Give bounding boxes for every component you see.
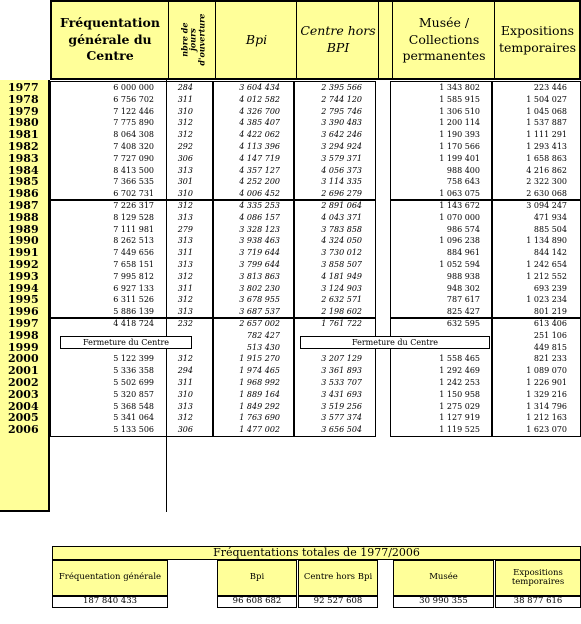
cell-musee: 988 938 [446,271,480,281]
cell-centre: 2 744 120 [321,94,362,104]
cell-musee: 1 119 525 [439,425,480,435]
cell-centre: 4 043 371 [321,212,362,222]
cell-bpi: 1 968 992 [239,378,280,387]
cell-musee: 1 190 393 [439,130,480,140]
cell-musee: 1 306 510 [439,106,480,116]
cell-bpi: 4 252 200 [239,177,280,187]
cell-freq: 8 262 513 [113,236,154,246]
cell-expo: 1 226 901 [526,378,567,387]
cell-bpi: 3 604 434 [239,83,280,92]
cell-musee: 1 558 465 [439,354,480,364]
cell-freq: 8 129 528 [113,212,154,222]
cell-musee: 1 127 919 [439,413,480,423]
cell-centre: 3 431 693 [321,389,362,399]
cell-expo: 1 293 413 [526,142,567,151]
cell-freq: 7 408 320 [113,142,154,151]
cell-musee: 787 617 [446,295,480,305]
cell-bpi: 4 357 127 [239,165,280,175]
cell-jours: 311 [177,378,193,387]
cell-jours: 312 [177,271,193,281]
cell-freq: 5 133 506 [113,425,154,435]
cell-expo: 1 212 163 [526,413,567,423]
cell-jours: 306 [177,425,193,435]
year-label: 2006 [8,423,39,437]
cell-centre: 3 390 483 [321,118,362,128]
cell-bpi: 3 719 644 [239,248,280,258]
cell-freq: 7 995 812 [113,271,154,281]
year-label: 1994 [8,281,39,295]
cell-jours: 279 [177,224,193,234]
cell-centre: 3 858 507 [321,260,362,269]
cell-bpi: 3 813 863 [239,271,280,281]
cell-centre: 3 114 335 [321,177,362,187]
cell-centre: 4 181 949 [321,271,362,281]
cell-jours: 313 [177,165,193,175]
cell-expo: 885 504 [533,224,567,234]
column-divider [166,80,167,512]
cell-bpi: 1 477 002 [239,425,280,435]
cell-centre: 3 361 893 [321,366,362,376]
cell-centre: 1 761 722 [321,319,362,328]
summary-freq-label: Fréquentation générale [52,560,168,596]
year-label: 1977 [8,81,39,94]
summary-title: Fréquentations totales de 1977/2006 [52,546,581,560]
table-body [50,80,581,512]
summary-expo-value: 38 877 616 [495,596,581,608]
cell-centre: 3 577 374 [321,413,362,423]
year-label: 1988 [8,210,39,224]
year-label: 2004 [8,399,39,413]
cell-expo: 1 623 070 [526,425,567,435]
year-label: 2000 [8,352,39,366]
cell-bpi: 4 086 157 [239,212,280,222]
cell-bpi: 3 802 230 [239,283,280,293]
cell-jours: 313 [177,212,193,222]
cell-expo: 1 134 890 [526,236,567,246]
year-label: 1989 [8,222,39,236]
cell-freq: 5 336 358 [113,366,154,376]
header-expositions: Expositions temporaires [498,23,576,55]
year-label: 1979 [8,104,39,118]
summary-expo-label: Expositions temporaires [495,560,581,596]
cell-musee: 1 199 401 [439,153,480,163]
cell-expo: 1 045 068 [526,106,567,116]
cell-musee: 825 427 [446,307,480,317]
cell-expo: 251 106 [533,330,567,340]
year-label: 1986 [8,187,39,201]
cell-jours: 312 [177,201,193,210]
cell-expo: 1 212 552 [526,271,567,281]
cell-centre: 3 519 256 [321,401,362,411]
cell-freq: 5 886 139 [113,307,154,317]
cell-expo: 449 815 [533,342,567,352]
cell-expo: 3 094 247 [526,201,567,210]
cell-bpi: 4 385 407 [239,118,280,128]
cell-freq: 6 000 000 [113,83,154,92]
cell-freq: 5 341 064 [113,413,154,423]
cell-jours: 311 [177,248,193,258]
cell-expo: 693 239 [533,283,567,293]
header-musee: Musée / Collections permanentes [402,14,486,64]
cell-musee: 1 292 469 [439,366,480,376]
cell-expo: 821 233 [533,354,567,364]
year-label: 1991 [8,246,39,260]
header-bpi: Bpi [245,31,268,47]
cell-bpi: 4 326 700 [239,106,280,116]
summary-freq-value: 187 840 433 [52,596,168,608]
year-label: 1992 [8,258,39,271]
cell-musee: 988 400 [446,165,480,175]
cell-bpi: 4 012 582 [239,94,280,104]
cell-freq: 5 122 399 [113,354,154,364]
cell-freq: 7 226 317 [113,201,154,210]
cell-jours: 312 [177,413,193,423]
cell-expo: 1 242 654 [526,260,567,269]
cell-centre: 3 656 504 [321,425,362,435]
cell-jours: 294 [177,366,193,376]
summary-musee-value: 30 990 355 [393,596,494,608]
cell-expo: 2 322 300 [526,177,567,187]
year-label: 1990 [8,234,39,248]
table-header [50,0,581,80]
year-label: 1995 [8,293,39,307]
cell-bpi: 4 422 062 [239,130,280,140]
cell-bpi: 3 687 537 [239,307,280,317]
year-label: 1999 [8,340,39,354]
cell-freq: 7 775 890 [113,118,154,128]
cell-expo: 1 504 027 [526,94,567,104]
year-label: 1987 [8,199,39,212]
cell-centre: 3 533 707 [321,378,362,387]
cell-bpi: 4 335 253 [239,201,280,210]
year-label: 1985 [8,175,39,189]
cell-jours: 310 [177,106,193,116]
cell-freq: 7 366 535 [113,177,154,187]
cell-freq: 7 658 151 [113,260,154,269]
cell-musee: 1 170 566 [439,142,480,151]
cell-bpi: 4 006 452 [239,189,280,199]
year-label: 1996 [8,305,39,319]
cell-expo: 801 219 [533,307,567,317]
cell-centre: 3 730 012 [321,248,362,258]
cell-freq: 5 502 699 [113,378,154,387]
cell-centre: 2 696 279 [321,189,362,199]
cell-musee: 632 595 [446,319,480,328]
cell-freq: 7 727 090 [113,153,154,163]
year-label: 1980 [8,116,39,130]
cell-bpi: 782 427 [246,330,280,340]
summary-bpi-label: Bpi [217,560,297,596]
cell-centre: 3 207 129 [321,354,362,364]
cell-musee: 884 961 [446,248,480,258]
cell-musee: 1 242 253 [439,378,480,387]
cell-musee: 948 302 [446,283,480,293]
summary-centre-label: Centre hors Bpi [298,560,378,596]
cell-freq: 5 320 857 [113,389,154,399]
cell-jours: 313 [177,236,193,246]
cell-musee: 1 063 075 [439,189,480,199]
cell-jours: 301 [177,177,193,187]
cell-jours: 312 [177,295,193,305]
year-label: 1978 [8,92,39,106]
cell-jours: 313 [177,307,193,317]
cell-centre: 3 579 371 [321,153,362,163]
cell-jours: 306 [177,153,193,163]
year-label: 2003 [8,387,39,401]
cell-bpi: 1 889 164 [239,389,280,399]
cell-expo: 4 216 862 [526,165,567,175]
cell-bpi: 3 938 463 [239,236,280,246]
cell-bpi: 4 113 396 [239,142,280,151]
cell-expo: 844 142 [533,248,567,258]
closure-label-right: Fermeture du Centre [300,336,490,349]
year-label: 1983 [8,151,39,165]
cell-bpi: 513 430 [246,342,280,352]
cell-bpi: 1 974 465 [239,366,280,376]
cell-musee: 1 052 594 [439,260,480,269]
cell-centre: 2 395 566 [321,83,362,92]
year-label: 1993 [8,269,39,283]
cell-expo: 613 406 [533,319,567,328]
cell-jours: 312 [177,118,193,128]
cell-jours: 311 [177,283,193,293]
cell-jours: 310 [177,389,193,399]
cell-centre: 3 642 246 [321,130,362,140]
cell-bpi: 1 849 292 [239,401,280,411]
cell-musee: 1 200 114 [439,118,480,128]
cell-expo: 1 329 216 [526,389,567,399]
cell-freq: 4 418 724 [113,319,154,328]
cell-expo: 1 537 887 [526,118,567,128]
cell-freq: 6 756 702 [113,94,154,104]
cell-centre: 2 891 064 [321,201,362,210]
cell-expo: 1 314 796 [526,401,567,411]
cell-freq: 8 413 500 [113,165,154,175]
cell-expo: 471 934 [533,212,567,222]
cell-expo: 1 023 234 [526,295,567,305]
header-centre-hors-bpi: Centre hors BPI [300,23,376,55]
year-label: 1998 [8,328,39,342]
cell-freq: 5 368 548 [113,401,154,411]
cell-musee: 758 643 [446,177,480,187]
cell-freq: 6 927 133 [113,283,154,293]
closure-label-left: Fermeture du Centre [60,336,192,349]
cell-expo: 1 089 070 [526,366,567,376]
cell-jours: 284 [177,83,193,92]
cell-expo: 2 630 068 [526,189,567,199]
cell-jours: 312 [177,354,193,364]
year-label: 1997 [8,317,39,330]
cell-bpi: 3 799 644 [239,260,280,269]
cell-musee: 1 275 029 [439,401,480,411]
cell-jours: 312 [177,130,193,140]
header-frequentation: Fréquentation générale du Centre [60,14,160,64]
cell-expo: 223 446 [533,83,567,92]
cell-freq: 8 064 308 [113,130,154,140]
cell-jours: 313 [177,401,193,411]
cell-musee: 1 150 958 [439,389,480,399]
summary-table [52,546,581,608]
cell-musee: 1 585 915 [439,94,480,104]
year-label: 1982 [8,140,39,153]
year-label: 1984 [8,163,39,177]
cell-bpi: 2 657 002 [239,319,280,328]
cell-bpi: 4 147 719 [239,153,280,163]
cell-musee: 1 070 000 [439,212,480,222]
cell-freq: 6 311 526 [113,295,154,305]
cell-freq: 7 122 446 [113,106,154,116]
cell-centre: 3 124 903 [321,283,362,293]
cell-jours: 232 [177,319,193,328]
header-jours: nbre de jours d'ouverture [178,14,206,66]
cell-centre: 4 324 050 [321,236,362,246]
cell-bpi: 3 328 123 [239,224,280,234]
cell-bpi: 3 678 955 [239,295,280,305]
cell-centre: 4 056 373 [321,165,362,175]
cell-musee: 986 574 [446,224,480,234]
year-label: 2001 [8,364,39,378]
cell-expo: 1 658 863 [526,153,567,163]
cell-centre: 3 294 924 [321,142,362,151]
cell-centre: 2 632 571 [321,295,362,305]
cell-jours: 310 [177,189,193,199]
year-label: 2005 [8,411,39,425]
cell-centre: 2 198 602 [321,307,362,317]
year-label: 2002 [8,376,39,389]
cell-freq: 6 702 731 [113,189,154,199]
summary-bpi-value: 96 608 682 [217,596,297,608]
cell-jours: 311 [177,94,193,104]
cell-bpi: 1 763 690 [239,413,280,423]
cell-musee: 1 343 802 [439,83,480,92]
cell-freq: 7 449 656 [113,248,154,258]
cell-musee: 1 143 672 [439,201,480,210]
cell-jours: 292 [177,142,193,151]
summary-musee-label: Musée [393,560,494,596]
cell-expo: 1 111 291 [526,130,567,140]
cell-bpi: 1 915 270 [239,354,280,364]
summary-centre-value: 92 527 608 [298,596,378,608]
cell-musee: 1 096 238 [439,236,480,246]
cell-centre: 3 783 858 [321,224,362,234]
cell-freq: 7 111 981 [113,224,154,234]
year-label: 1981 [8,128,39,142]
cell-jours: 313 [177,260,193,269]
cell-centre: 2 795 746 [321,106,362,116]
